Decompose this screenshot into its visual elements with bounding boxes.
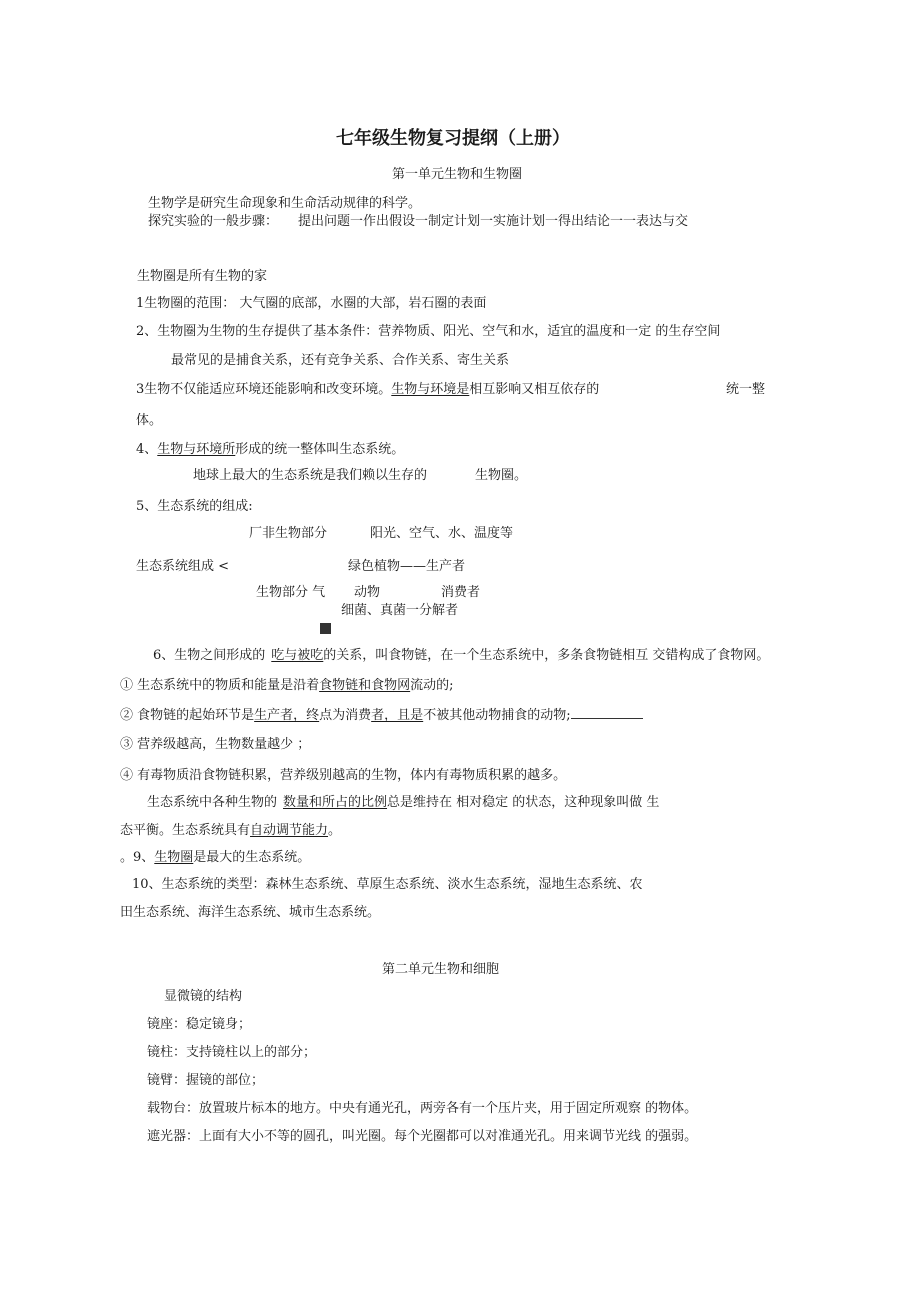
point-9-num: 。9、 — [120, 850, 155, 865]
point-9 — [120, 850, 310, 866]
balance-text: 生态系统中各种生物的 — [147, 795, 278, 810]
producer: 绿色植物——生产者 — [348, 559, 466, 574]
circle-3: ③ 营养级越高，生物数量越少 ； — [120, 737, 311, 752]
point-6 — [153, 648, 769, 664]
page-title: 七年级生物复习提纲（上册） — [336, 128, 570, 149]
balance-rest: 总是维持在 相对稳定 的状态，这种现象叫做 生 — [387, 795, 660, 810]
bio-part: 生物部分 气 — [256, 585, 326, 600]
point-3 — [136, 382, 599, 398]
circle-2 — [120, 708, 643, 724]
point-4-underlined: 生物与环境所 — [157, 442, 236, 457]
mirror-base: 镜座：稳定镜身； — [147, 1017, 252, 1032]
balance2-rest: 。 — [328, 823, 342, 838]
point-3-end: 统一整 — [726, 382, 766, 397]
largest-ecosystem-answer: 生物圈。 — [475, 468, 528, 483]
steps-text: 提出问题一作出假设一制定计划一实施计划一得出结论一一表达与交 — [298, 214, 689, 229]
point-6-rest: 的关系，叫食物链，在一个生态系统中，多条食物链相互 交错构成了食物网。 — [323, 648, 770, 663]
circle-1-rest: 流动的; — [410, 678, 454, 693]
animal: 动物 — [354, 585, 381, 600]
biosphere-home: 生物圈是所有生物的家 — [137, 269, 268, 284]
circle-2-mid: 点为消费 — [319, 708, 372, 723]
square-mark — [320, 623, 331, 634]
balance-underlined: 数量和所占的比例 — [283, 795, 388, 810]
circle-1 — [120, 678, 454, 694]
circle-1-text: ① 生态系统中的物质和能量是沿着 — [120, 678, 320, 693]
circle-1-underlined: 食物链和食物网 — [319, 678, 411, 693]
consumer: 消费者 — [441, 585, 481, 600]
relations: 最常见的是捕食关系，还有竞争关系、合作关系、寄生关系 — [171, 353, 510, 368]
point-6-text: 6、生物之间形成的 — [153, 648, 266, 663]
point-3-text: 3生物不仅能适应环境还能影响和改变环境。 — [136, 382, 392, 397]
largest-ecosystem — [193, 468, 527, 484]
stage: 载物台：放置玻片标本的地方。中央有通光孔，两旁各有一个压片夹，用于固定所观察 的物体。 — [147, 1101, 698, 1116]
circle-2-underlined-2: 者，且是 — [371, 708, 424, 723]
point-3-rest: 相互影响又相互依存的 — [469, 382, 600, 397]
circle-2-underlined-1: 生产者，终 — [254, 708, 320, 723]
circle-2-rest: 不被其他动物捕食的动物; — [423, 708, 571, 723]
fill-blank — [571, 708, 643, 719]
mirror-pillar: 镜柱：支持镜柱以上的部分； — [147, 1045, 317, 1060]
circle-2-text: ② 食物链的起始环节是 — [120, 708, 255, 723]
definition: 生物学是研究生命现象和生命活动规律的科学。 — [148, 196, 422, 211]
point-10-wrap: 田生态系统、海洋生态系统、城市生态系统。 — [120, 905, 381, 920]
composition-label: 生态系统组成 < — [136, 559, 230, 574]
microscope-title: 显微镜的结构 — [164, 989, 243, 1004]
point-3-underlined: 生物与环境是 — [391, 382, 470, 397]
point-9-rest: 是最大的生态系统。 — [193, 850, 311, 865]
balance-line-2 — [120, 823, 341, 839]
point-3-wrap: 体。 — [136, 413, 163, 428]
point-4-num: 4、 — [136, 442, 158, 457]
point-10: 10、生态系统的类型：森林生态系统、草原生态系统、淡水生态系统，湿地生态系统、农 — [132, 877, 643, 892]
point-9-underlined: 生物圈 — [154, 850, 194, 865]
point-4-rest: 形成的统一整体叫生态系统。 — [235, 442, 405, 457]
steps-label: 探究实验的一般步骤： — [148, 214, 279, 229]
unit1-heading: 第一单元生物和生物圈 — [392, 167, 523, 182]
point-1: 1生物圈的范围： 大气圈的底部，水圈的大部，岩石圈的表面 — [136, 296, 487, 311]
point-6-underlined: 吃与被吃 — [271, 648, 324, 663]
circle-4: ④ 有毒物质沿食物链积累，营养级别越高的生物，体内有毒物质积累的越多。 — [120, 768, 567, 783]
inquiry-steps — [148, 214, 688, 230]
point-2: 2、生物圈为生物的生存提供了基本条件：营养物质、阳光、空气和水，适宜的温度和一定 的生存空间 — [136, 324, 721, 339]
unit2-heading: 第二单元生物和细胞 — [382, 962, 500, 977]
balance2-underlined: 自动调节能力 — [250, 823, 329, 838]
point-4 — [136, 442, 404, 458]
decomposer: 细菌、真菌一分解者 — [341, 603, 459, 618]
nonbio-part: 厂非生物部分 — [249, 526, 328, 541]
largest-ecosystem-text: 地球上最大的生态系统是我们赖以生存的 — [193, 468, 428, 483]
balance-line-1 — [147, 795, 659, 811]
nonbio-items: 阳光、空气、水、温度等 — [370, 526, 514, 541]
diaphragm: 遮光器：上面有大小不等的圆孔，叫光圈。每个光圈都可以对准通光孔。用来调节光线 的强弱。 — [147, 1129, 698, 1144]
mirror-arm: 镜臂：握镜的部位； — [147, 1073, 265, 1088]
balance2-text: 态平衡。生态系统具有 — [120, 823, 251, 838]
point-5: 5、生态系统的组成: — [136, 499, 253, 514]
